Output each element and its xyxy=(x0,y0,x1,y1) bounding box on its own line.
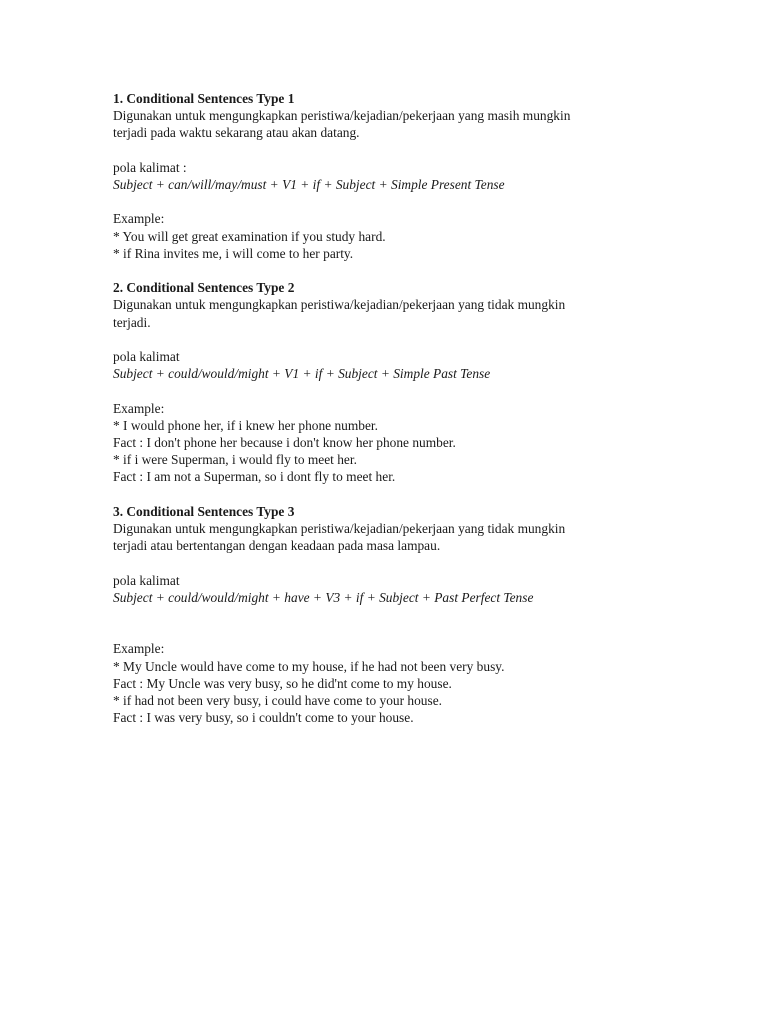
example-line: * I would phone her, if i knew her phone number. xyxy=(113,417,378,433)
example-line: Fact : I am not a Superman, so i dont fly to meet her. xyxy=(113,469,396,485)
example-label: Example: xyxy=(113,641,165,657)
section-heading: 3. Conditional Sentences Type 3 xyxy=(113,503,295,519)
section-description-line: terjadi pada waktu sekarang atau akan datang. xyxy=(113,125,360,141)
section-heading: 2. Conditional Sentences Type 2 xyxy=(113,280,295,296)
pola-kalimat-label: pola kalimat : xyxy=(113,159,187,175)
section-description-line: Digunakan untuk mengungkapkan peristiwa/kejadian/pekerjaan yang tidak mungkin xyxy=(113,297,566,313)
example-label: Example: xyxy=(113,400,165,416)
pola-kalimat-label: pola kalimat xyxy=(113,572,180,588)
example-line: * My Uncle would have come to my house, if he had not been very busy. xyxy=(113,658,505,674)
section-type-2 xyxy=(113,279,713,485)
pola-kalimat-label: pola kalimat xyxy=(113,348,180,364)
section-heading: 1. Conditional Sentences Type 1 xyxy=(113,91,295,106)
document-page xyxy=(113,90,713,726)
example-line: * if Rina invites me, i will come to her party. xyxy=(113,245,354,261)
example-label: Example: xyxy=(113,211,165,227)
sentence-formula: Subject + could/would/might + have + V3 + if + Subject + Past Perfect Tense xyxy=(113,589,534,605)
example-line: * if had not been very busy, i could have come to your house. xyxy=(113,692,442,708)
example-line: * if i were Superman, i would fly to meet her. xyxy=(113,452,357,468)
section-type-1 xyxy=(113,90,713,262)
section-description-line: Digunakan untuk mengungkapkan peristiwa/kejadian/pekerjaan yang masih mungkin xyxy=(113,108,571,124)
example-line: Fact : My Uncle was very busy, so he did'nt come to my house. xyxy=(113,675,452,691)
example-line: * You will get great examination if you study hard. xyxy=(113,228,386,244)
section-description-line: terjadi atau bertentangan dengan keadaan pada masa lampau. xyxy=(113,538,441,554)
sentence-formula: Subject + could/would/might + V1 + if + Subject + Simple Past Tense xyxy=(113,366,491,382)
section-type-3 xyxy=(113,503,713,727)
sentence-formula: Subject + can/will/may/must + V1 + if + Subject + Simple Present Tense xyxy=(113,177,505,192)
section-description-line: terjadi. xyxy=(113,314,151,330)
example-line: Fact : I was very busy, so i couldn't come to your house. xyxy=(113,710,414,726)
example-line: Fact : I don't phone her because i don't know her phone number. xyxy=(113,434,456,450)
section-description-line: Digunakan untuk mengungkapkan peristiwa/kejadian/pekerjaan yang tidak mungkin xyxy=(113,520,566,536)
